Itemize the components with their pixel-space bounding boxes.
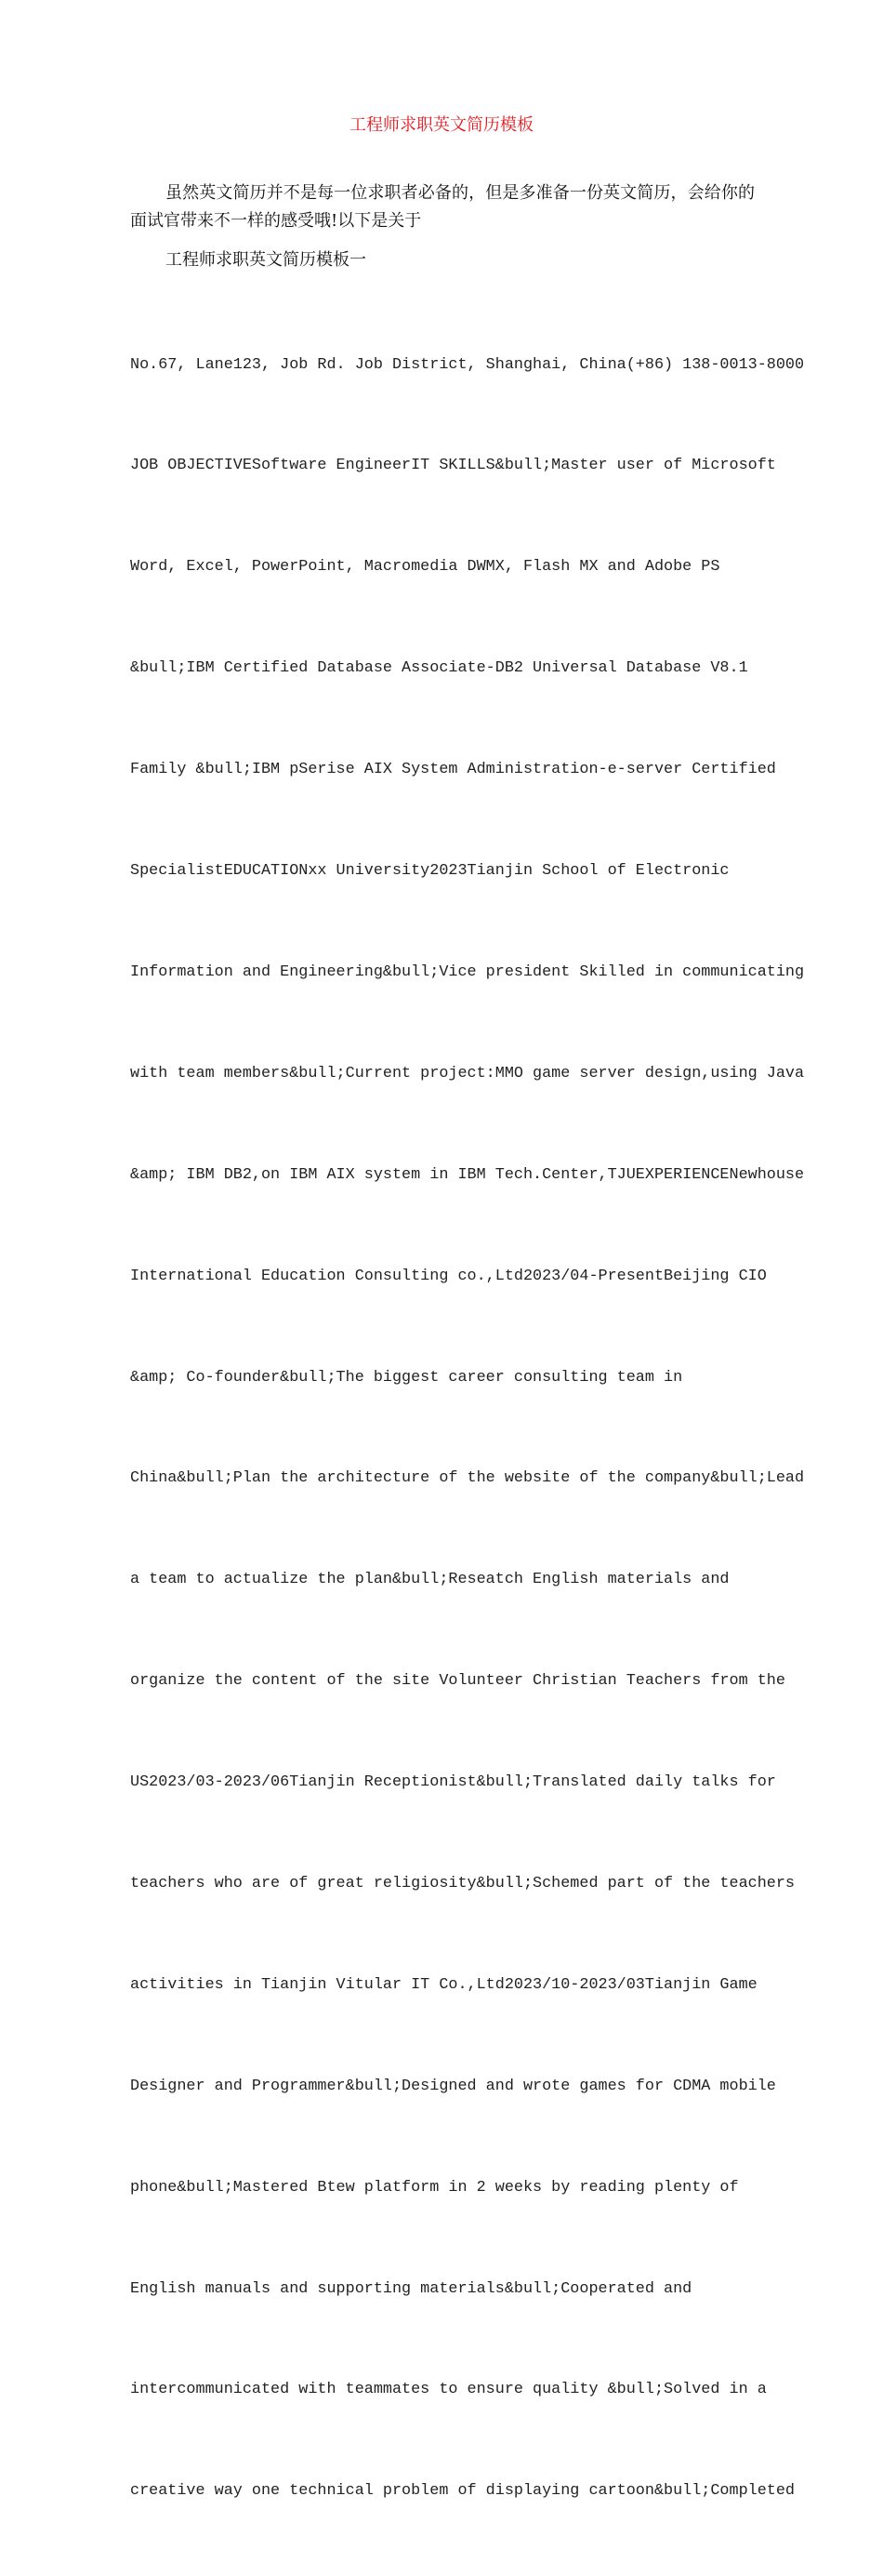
resume-body	[130, 281, 805, 2576]
resume-line: with team members&bull;Current project:MMO game server design,using Java	[130, 1064, 805, 1082]
resume-line: JOB OBJECTIVESoftware EngineerIT SKILLS&bull;Master user of Microsoft	[130, 457, 776, 475]
resume-line: International Education Consulting co.,Ltd2023/04-PresentBeijing CIO	[130, 1267, 767, 1285]
resume-line: teachers who are of great religiosity&bull;Schemed part of the teachers	[130, 1874, 795, 1892]
resume-line: &bull;IBM Certified Database Associate-DB2 Universal Database V8.1	[130, 659, 748, 678]
resume-line: intercommunicated with teammates to ensure quality &bull;Solved in a	[130, 2381, 767, 2399]
resume-line: &amp; IBM DB2,on IBM AIX system in IBM Tech.Center,TJUEXPERIENCENewhouse	[130, 1165, 805, 1184]
resume-line: phone&bull;Mastered Btew platform in 2 weeks by reading plenty of	[130, 2178, 739, 2197]
resume-line: China&bull;Plan the architecture of the website of the company&bull;Lead	[130, 1469, 805, 1488]
resume-line: US2023/03-2023/06Tianjin Receptionist&bull;Translated daily talks for	[130, 1773, 776, 1792]
document-title: 工程师求职英文简历模板	[349, 115, 534, 135]
resume-line: &amp; Co-founder&bull;The biggest career consulting team in	[130, 1368, 683, 1387]
resume-line: Word, Excel, PowerPoint, Macromedia DWMX, Flash MX and Adobe PS	[130, 558, 720, 577]
resume-line: Family &bull;IBM pSerise AIX System Administration-e-server Certified	[130, 761, 776, 779]
section-subheading: 工程师求职英文简历模板一	[165, 250, 366, 270]
resume-line: No.67, Lane123, Job Rd. Job District, Shanghai, China(+86) 138-0013-8000	[130, 355, 805, 374]
resume-line: creative way one technical problem of displaying cartoon&bull;Completed	[130, 2482, 795, 2501]
resume-line: SpecialistEDUCATIONxx University2023Tianjin School of Electronic	[130, 862, 730, 881]
resume-line: English manuals and supporting materials&bull;Cooperated and	[130, 2279, 692, 2298]
intro-paragraph: 虽然英文简历并不是每一位求职者必备的，但是多准备一份英文简历，会给你的面试官带来不一样的感受哦!以下是关于	[130, 183, 755, 231]
resume-line: organize the content of the site Volunteer Christian Teachers from the	[130, 1672, 785, 1691]
resume-line: a team to actualize the plan&bull;Reseatch English materials and	[130, 1571, 730, 1589]
resume-line: activities in Tianjin Vitular IT Co.,Ltd2023/10-2023/03Tianjin Game	[130, 1975, 758, 1994]
resume-line: Information and Engineering&bull;Vice president Skilled in communicating	[130, 963, 805, 981]
resume-line: Designer and Programmer&bull;Designed and wrote games for CDMA mobile	[130, 2077, 776, 2095]
